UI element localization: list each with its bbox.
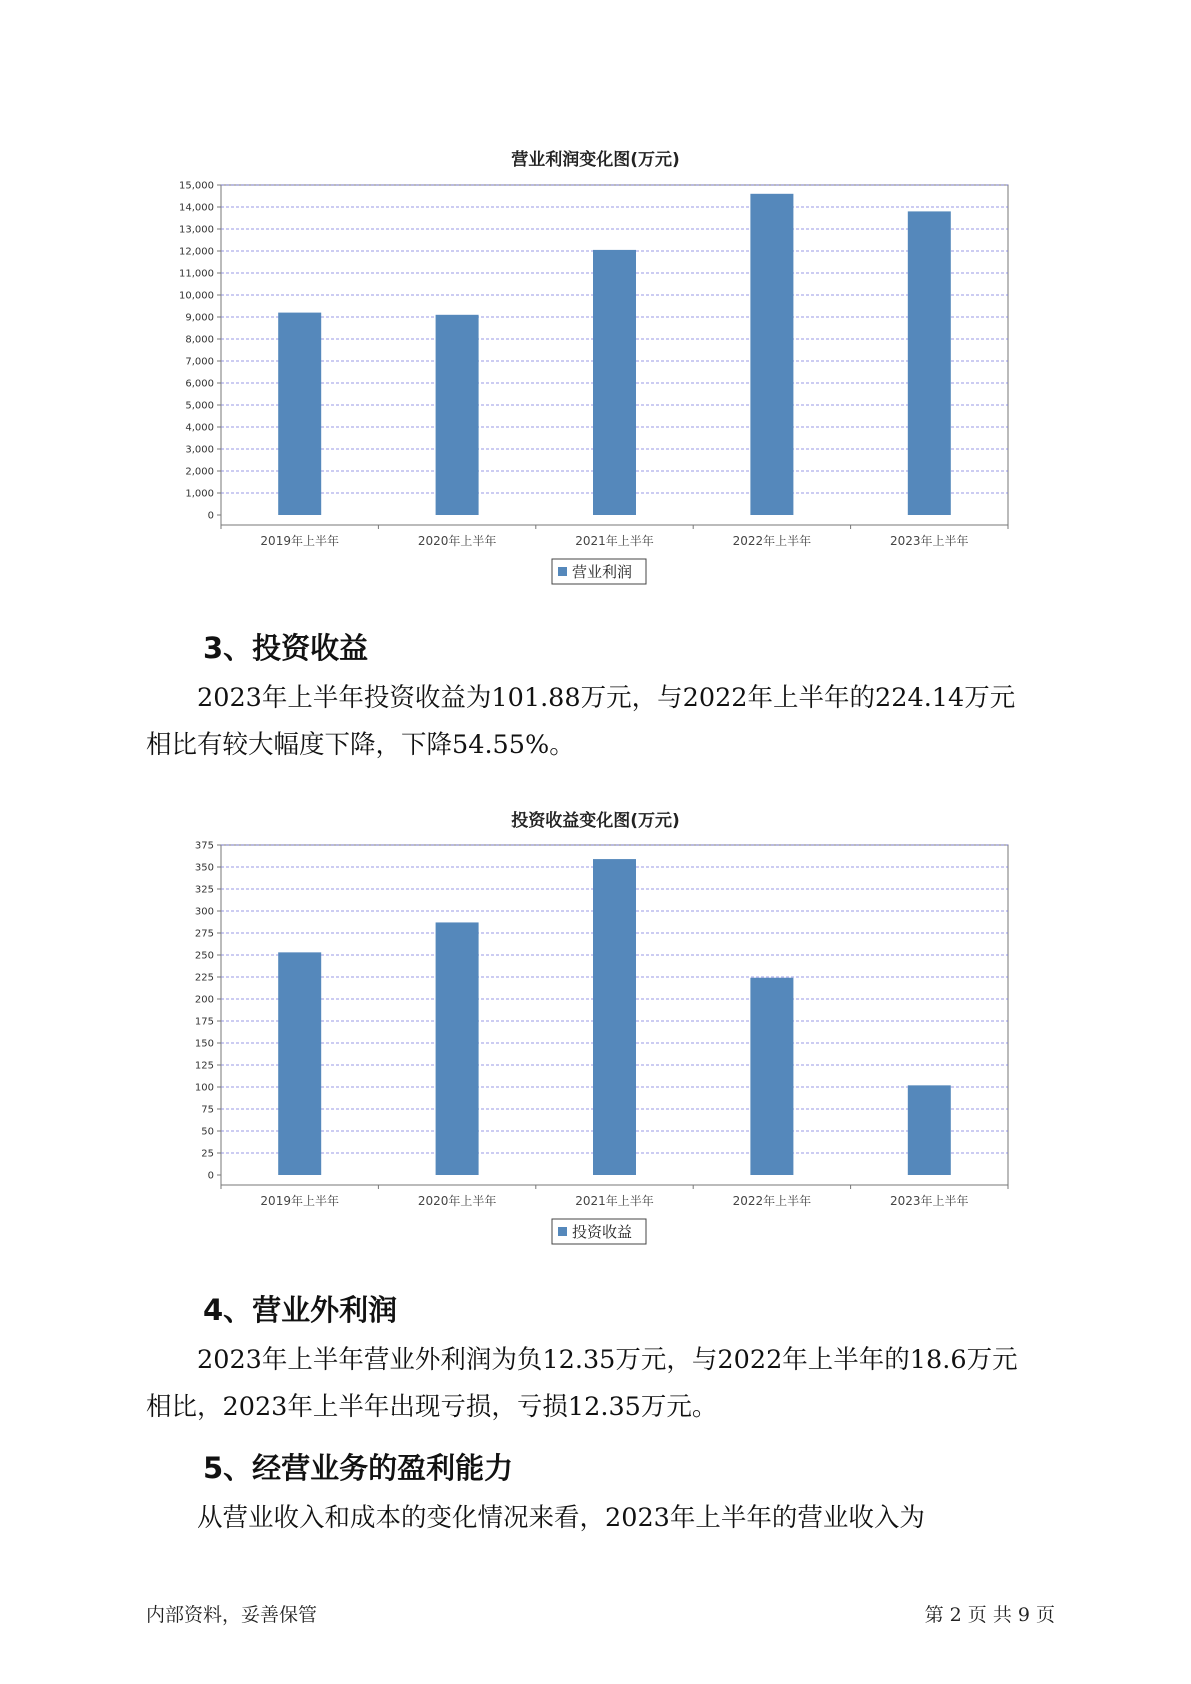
- paragraph-investment-income: [146, 675, 1081, 769]
- bar: [908, 211, 951, 515]
- paragraph-line: 相比，2023年上半年出现亏损，亏损12.35万元。: [146, 1392, 718, 1422]
- legend-label: 投资收益: [572, 1223, 633, 1241]
- legend-swatch: [558, 567, 567, 576]
- x-tick-label: 2023年上半年: [890, 534, 969, 548]
- y-tick-label: 350: [194, 862, 214, 874]
- y-tick-label: 75: [201, 1104, 214, 1116]
- y-tick-label: 225: [194, 972, 214, 984]
- footer-confidential-note: 内部资料，妥善保管: [146, 1604, 318, 1626]
- bar: [436, 315, 479, 515]
- paragraph-line: 相比有较大幅度下降，下降54.55%。: [146, 730, 575, 760]
- y-tick-label: 200: [194, 994, 214, 1006]
- y-tick-label: 6,000: [185, 378, 214, 390]
- section-heading-investment-income: 3、投资收益: [203, 631, 369, 665]
- x-tick-label: 2020年上半年: [417, 534, 497, 548]
- y-tick-label: 13,000: [179, 224, 214, 236]
- investment-income-chart: [0, 830, 1191, 1250]
- x-tick-label: 2020年上半年: [417, 1194, 497, 1208]
- x-tick-label: 2019年上半年: [260, 534, 339, 548]
- y-tick-label: 375: [194, 840, 214, 852]
- paragraph-line: 2023年上半年营业外利润为负12.35万元，与2022年上半年的18.6万元: [197, 1345, 1018, 1375]
- y-tick-label: 300: [194, 906, 214, 918]
- y-tick-label: 175: [194, 1016, 214, 1028]
- y-tick-label: 3,000: [185, 444, 214, 456]
- legend-swatch: [558, 1227, 567, 1236]
- y-tick-label: 9,000: [185, 312, 214, 324]
- y-tick-label: 150: [194, 1038, 214, 1050]
- y-tick-label: 15,000: [179, 180, 214, 192]
- x-tick-label: 2023年上半年: [890, 1194, 969, 1208]
- paragraph-non-operating-profit: [146, 1337, 1081, 1431]
- bar: [750, 194, 793, 515]
- y-tick-label: 100: [194, 1082, 214, 1094]
- section-heading-profitability: 5、经营业务的盈利能力: [203, 1451, 514, 1485]
- y-tick-label: 2,000: [185, 466, 214, 478]
- y-tick-label: 8,000: [185, 334, 214, 346]
- y-tick-label: 325: [194, 884, 214, 896]
- paragraph-line: 2023年上半年投资收益为101.88万元，与2022年上半年的224.14万元: [197, 683, 1016, 713]
- paragraph-line: 从营业收入和成本的变化情况来看，2023年上半年的营业收入为: [197, 1503, 925, 1533]
- x-tick-label: 2021年上半年: [575, 534, 654, 548]
- bar: [750, 978, 793, 1175]
- y-tick-label: 14,000: [179, 202, 214, 214]
- bar: [908, 1085, 951, 1175]
- legend-label: 营业利润: [572, 563, 633, 581]
- y-tick-label: 7,000: [185, 356, 214, 368]
- x-tick-label: 2022年上半年: [732, 534, 812, 548]
- y-tick-label: 50: [201, 1126, 214, 1138]
- footer-page-number: 第 2 页 共 9 页: [924, 1604, 1055, 1626]
- chart-title-operating-profit: 营业利润变化图(万元): [511, 150, 680, 170]
- x-tick-label: 2019年上半年: [260, 1194, 339, 1208]
- y-tick-label: 5,000: [185, 400, 214, 412]
- bar: [278, 952, 321, 1175]
- bar: [436, 922, 479, 1175]
- y-tick-label: 1,000: [185, 488, 214, 500]
- y-tick-label: 10,000: [179, 290, 214, 302]
- x-tick-label: 2022年上半年: [732, 1194, 812, 1208]
- y-tick-label: 0: [207, 510, 214, 522]
- bar: [593, 250, 636, 515]
- bar: [593, 859, 636, 1175]
- section-heading-non-operating-profit: 4、营业外利润: [203, 1293, 398, 1327]
- y-tick-label: 125: [194, 1060, 214, 1072]
- y-tick-label: 11,000: [179, 268, 214, 280]
- paragraph-profitability: [146, 1495, 1081, 1542]
- chart-title-investment-income: 投资收益变化图(万元): [511, 811, 680, 831]
- y-tick-label: 25: [201, 1148, 214, 1160]
- y-tick-label: 0: [207, 1170, 214, 1182]
- y-tick-label: 275: [194, 928, 214, 940]
- operating-profit-chart: [0, 170, 1191, 590]
- y-tick-label: 4,000: [185, 422, 214, 434]
- bar: [278, 313, 321, 515]
- y-tick-label: 250: [194, 950, 214, 962]
- x-tick-label: 2021年上半年: [575, 1194, 654, 1208]
- y-tick-label: 12,000: [179, 246, 214, 258]
